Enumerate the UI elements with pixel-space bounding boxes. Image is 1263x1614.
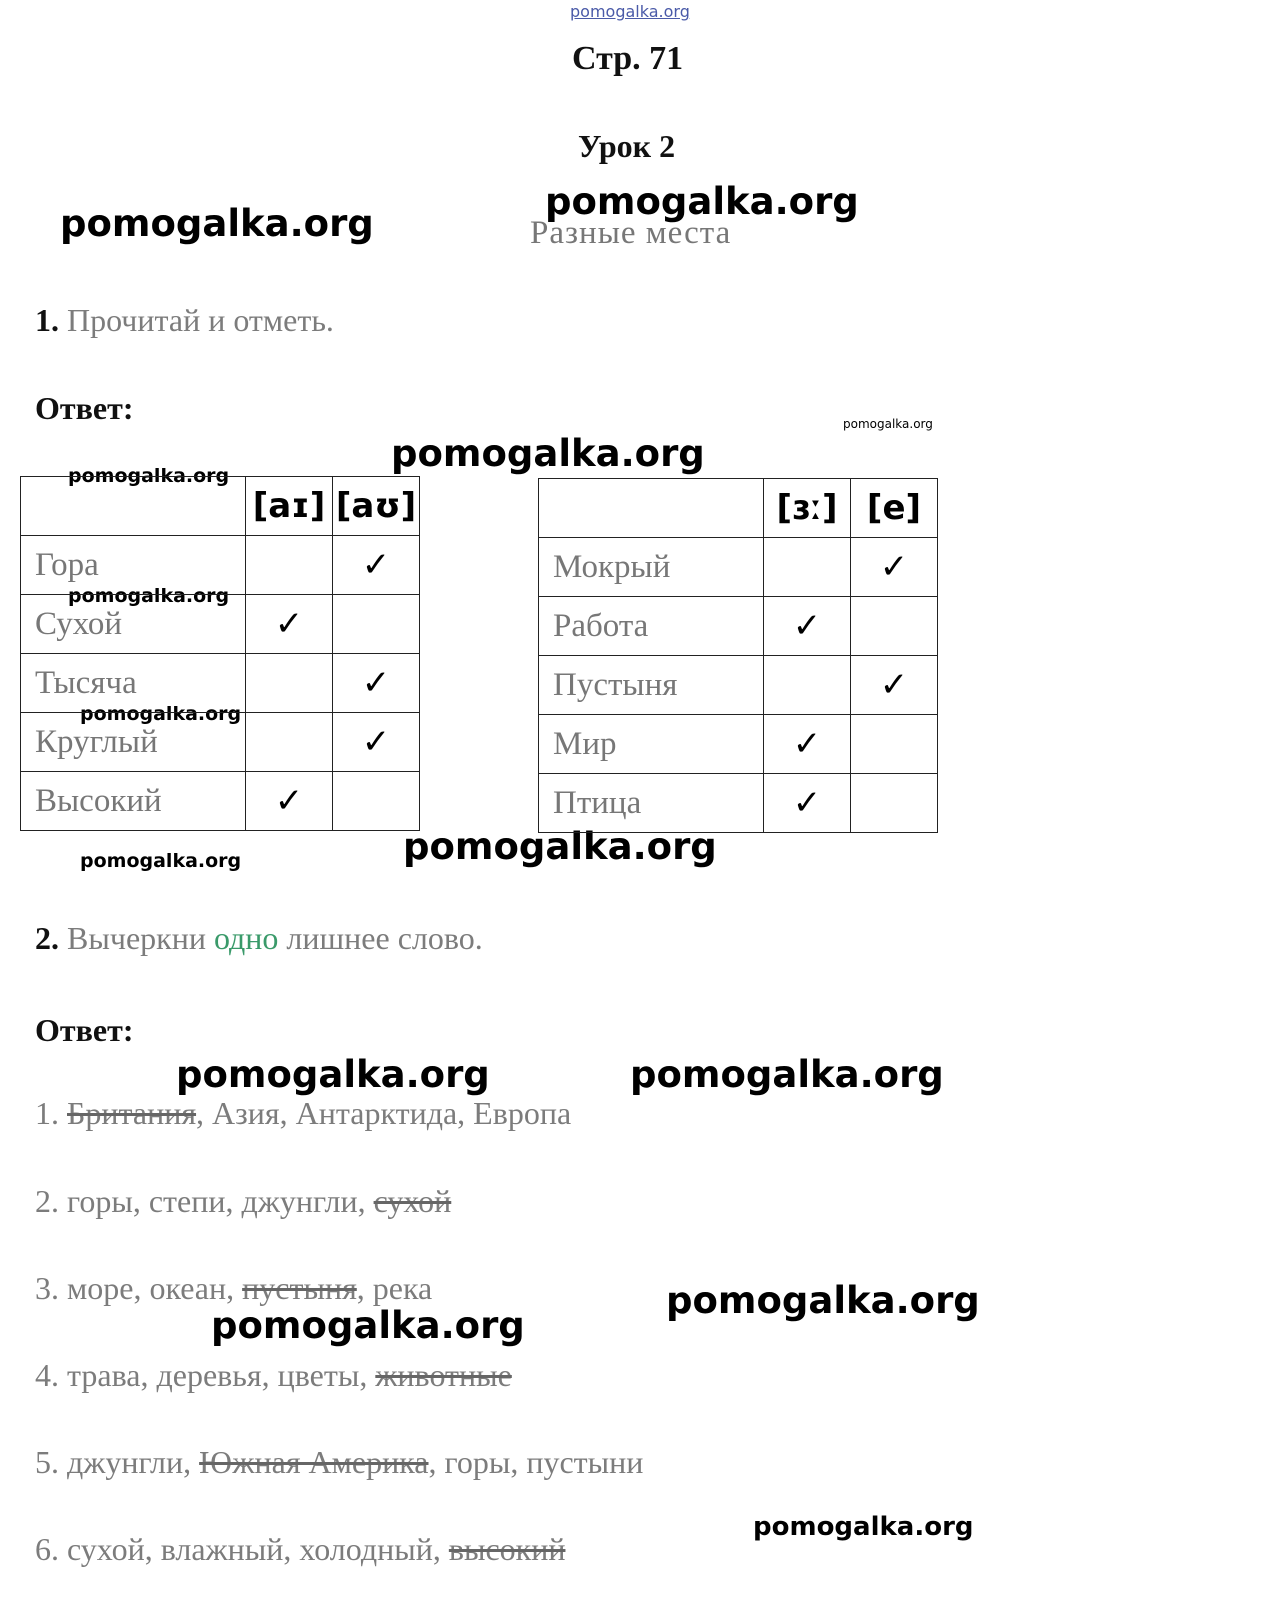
table-header-cell: [aɪ] xyxy=(246,477,333,536)
answer-label: Ответ: xyxy=(35,1012,134,1048)
table-header-row xyxy=(539,479,938,538)
list-item xyxy=(35,1531,565,1568)
item-number: 1. xyxy=(35,1095,67,1131)
watermark: pomogalka.org xyxy=(630,1053,944,1096)
word-cell: Мокрый xyxy=(539,538,764,597)
check-cell xyxy=(246,713,333,772)
table-row xyxy=(539,597,938,656)
check-cell: ✓ xyxy=(246,595,333,654)
check-cell xyxy=(764,656,851,715)
check-cell xyxy=(764,538,851,597)
item-number: 6. xyxy=(35,1531,67,1567)
check-cell: ✓ xyxy=(333,654,420,713)
check-cell: ✓ xyxy=(851,538,938,597)
lesson-subtitle: Разные места xyxy=(530,215,732,251)
word-cell: Круглый xyxy=(21,713,246,772)
word-cell: Сухой xyxy=(21,595,246,654)
table-row xyxy=(539,538,938,597)
word-cell: Пустыня xyxy=(539,656,764,715)
check-cell: ✓ xyxy=(764,597,851,656)
watermark: pomogalka.org xyxy=(403,825,717,868)
phonetics-table-right xyxy=(538,478,938,833)
task-highlight: одно xyxy=(213,920,279,956)
watermark: pomogalka.org xyxy=(666,1279,980,1322)
list-item xyxy=(35,1444,643,1481)
page-title: Стр. 71 xyxy=(572,40,684,77)
word-cell: Птица xyxy=(539,774,764,833)
item-text: , горы, пустыни xyxy=(428,1444,644,1480)
word-cell: Работа xyxy=(539,597,764,656)
table-header-cell: [e] xyxy=(851,479,938,538)
check-cell: ✓ xyxy=(851,656,938,715)
check-cell: ✓ xyxy=(333,713,420,772)
item-text: , Азия, Антарктида, Европа xyxy=(196,1095,572,1131)
struck-word: Южная Америка xyxy=(199,1444,429,1480)
watermark: pomogalka.org xyxy=(211,1304,525,1347)
item-number: 2. xyxy=(35,1183,67,1219)
task-number: 2. xyxy=(35,920,59,956)
struck-word: высокий xyxy=(448,1531,566,1567)
watermark: pomogalka.org xyxy=(80,703,242,725)
list-item xyxy=(35,1183,451,1220)
task-text: Вычеркни xyxy=(67,920,214,956)
check-cell xyxy=(851,597,938,656)
check-cell xyxy=(851,715,938,774)
check-cell: ✓ xyxy=(333,536,420,595)
list-item xyxy=(35,1270,432,1307)
item-text: море, океан, xyxy=(67,1270,243,1306)
watermark: pomogalka.org xyxy=(176,1053,490,1096)
lesson-title: Урок 2 xyxy=(578,128,676,164)
table-row xyxy=(21,713,420,772)
task-text: лишнее слово. xyxy=(278,920,483,956)
table-header-cell: [ɜː] xyxy=(764,479,851,538)
item-text: джунгли, xyxy=(67,1444,200,1480)
table-header-cell: [aʊ] xyxy=(333,477,420,536)
word-cell: Высокий xyxy=(21,772,246,831)
check-cell xyxy=(246,536,333,595)
item-text: горы, степи, джунгли, xyxy=(67,1183,374,1219)
table-header-cell xyxy=(539,479,764,538)
table-row xyxy=(539,774,938,833)
check-cell xyxy=(246,654,333,713)
struck-word: пустыня xyxy=(242,1270,357,1306)
watermark: pomogalka.org xyxy=(68,585,230,607)
table-header-cell xyxy=(21,477,246,536)
item-number: 5. xyxy=(35,1444,67,1480)
struck-word: Британия xyxy=(67,1095,197,1131)
watermark: pomogalka.org xyxy=(68,465,230,487)
watermark: pomogalka.org xyxy=(843,417,933,431)
phonetics-table-left xyxy=(20,476,420,831)
item-text: , река xyxy=(356,1270,433,1306)
table-row xyxy=(21,654,420,713)
word-cell: Гора xyxy=(21,536,246,595)
item-text: сухой, влажный, холодный, xyxy=(67,1531,449,1567)
watermark: pomogalka.org xyxy=(60,202,374,245)
table-row xyxy=(21,536,420,595)
table-row xyxy=(21,595,420,654)
check-cell xyxy=(333,772,420,831)
task-1 xyxy=(35,302,334,339)
watermark-top: pomogalka.org xyxy=(570,2,690,21)
table-header-row xyxy=(21,477,420,536)
watermark: pomogalka.org xyxy=(80,850,242,872)
struck-word: животные xyxy=(375,1357,512,1393)
check-cell xyxy=(851,774,938,833)
watermark: pomogalka.org xyxy=(391,432,705,475)
check-cell: ✓ xyxy=(764,715,851,774)
struck-word: сухой xyxy=(373,1183,452,1219)
answer-label: Ответ: xyxy=(35,390,134,426)
check-cell: ✓ xyxy=(764,774,851,833)
word-cell: Мир xyxy=(539,715,764,774)
item-number: 4. xyxy=(35,1357,67,1393)
table-row xyxy=(539,715,938,774)
word-cell: Тысяча xyxy=(21,654,246,713)
watermark: pomogalka.org xyxy=(753,1512,974,1542)
list-item xyxy=(35,1095,571,1132)
task-text: Прочитай и отметь. xyxy=(67,302,334,338)
table-row xyxy=(539,656,938,715)
item-text: трава, деревья, цветы, xyxy=(67,1357,376,1393)
check-cell: ✓ xyxy=(246,772,333,831)
watermark: pomogalka.org xyxy=(545,180,859,223)
task-number: 1. xyxy=(35,302,59,338)
task-2 xyxy=(35,920,483,957)
table-row xyxy=(21,772,420,831)
check-cell xyxy=(333,595,420,654)
item-number: 3. xyxy=(35,1270,67,1306)
list-item xyxy=(35,1357,512,1394)
